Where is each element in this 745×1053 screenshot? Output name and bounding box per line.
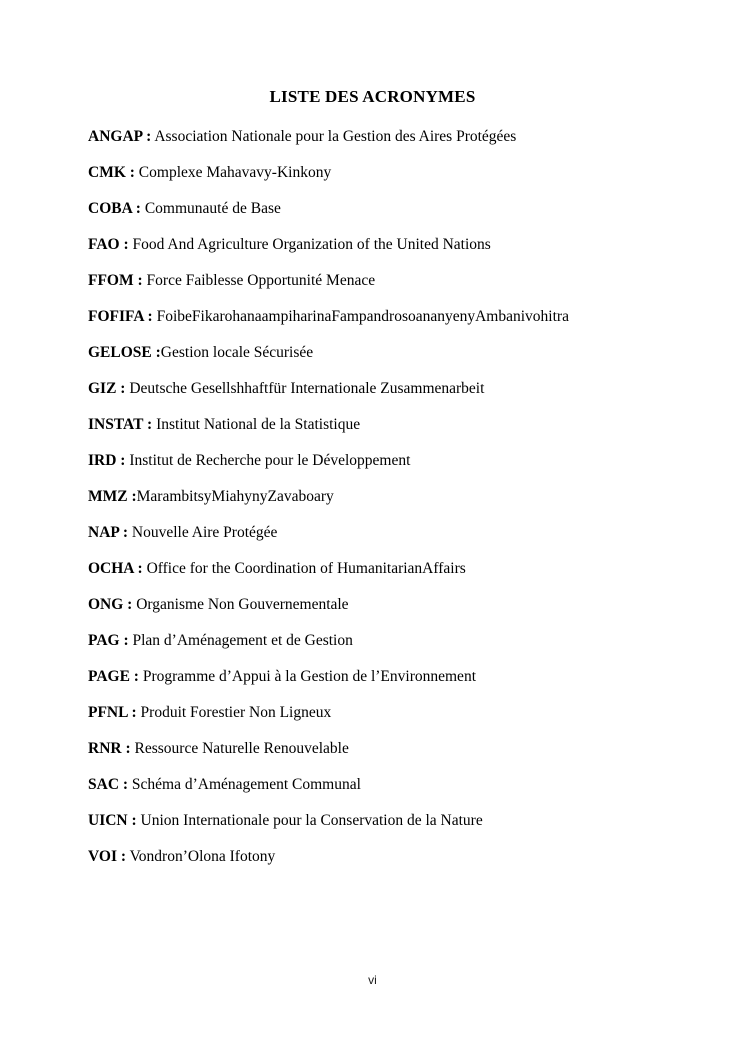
acronym-definition: Institut de Recherche pour le Développement <box>125 452 411 469</box>
acronym-label: IRD : <box>88 452 126 469</box>
acronym-label: PFNL : <box>88 704 137 721</box>
acronym-entry <box>88 631 657 651</box>
acronym-label: FOFIFA : <box>88 308 153 325</box>
acronym-entry <box>88 271 657 291</box>
acronym-label: SAC : <box>88 776 129 793</box>
acronym-definition: Institut National de la Statistique <box>152 416 361 433</box>
acronym-definition: Force Faiblesse Opportunité Menace <box>142 272 376 289</box>
acronym-definition: Schéma d’Aménagement Communal <box>128 776 361 793</box>
acronym-definition: Union Internationale pour la Conservation de la Nature <box>136 812 483 829</box>
acronym-entry <box>88 847 657 867</box>
acronym-label: CMK : <box>88 164 135 181</box>
acronym-label: RNR : <box>88 740 131 757</box>
acronym-definition: Deutsche Gesellshhaftfür Internationale Zusammenarbeit <box>125 380 485 397</box>
acronym-entry <box>88 559 657 579</box>
acronym-label: UICN : <box>88 812 137 829</box>
acronym-label: FAO : <box>88 236 129 253</box>
acronym-definition: Communauté de Base <box>140 200 281 217</box>
acronym-entry <box>88 667 657 687</box>
acronym-definition: MarambitsyMiahynyZavaboary <box>136 488 334 505</box>
acronym-label: PAGE : <box>88 668 139 685</box>
acronym-label: MMZ : <box>88 488 137 505</box>
acronym-entry <box>88 307 657 327</box>
acronym-definition: Nouvelle Aire Protégée <box>128 524 278 541</box>
acronym-definition: Produit Forestier Non Ligneux <box>136 704 332 721</box>
page-number: vi <box>368 973 377 987</box>
acronym-entry <box>88 127 657 147</box>
acronym-definition: Plan d’Aménagement et de Gestion <box>128 632 353 649</box>
acronym-definition: Association Nationale pour la Gestion des Aires Protégées <box>151 128 517 145</box>
acronym-entry <box>88 523 657 543</box>
acronym-entry <box>88 343 657 363</box>
acronym-entry <box>88 379 657 399</box>
acronym-label: ONG : <box>88 596 133 613</box>
acronym-label: ANGAP : <box>88 128 152 145</box>
acronym-entry <box>88 487 657 507</box>
acronym-entry <box>88 775 657 795</box>
acronym-entry <box>88 415 657 435</box>
acronym-definition: Vondron’Olona Ifotony <box>126 848 276 865</box>
acronym-definition: Food And Agriculture Organization of the United Nations <box>128 236 491 253</box>
acronym-label: COBA : <box>88 200 141 217</box>
acronym-definition: FoibeFikarohanaampiharinaFampandrosoananyenyAmbanivohitra <box>152 308 569 325</box>
acronym-definition: Organisme Non Gouvernementale <box>132 596 349 613</box>
acronym-definition: Ressource Naturelle Renouvelable <box>130 740 349 757</box>
acronym-label: INSTAT : <box>88 416 153 433</box>
acronym-entry <box>88 199 657 219</box>
acronym-label: VOI : <box>88 848 127 865</box>
acronym-list <box>88 127 657 867</box>
acronym-entry <box>88 451 657 471</box>
page-footer <box>0 973 745 987</box>
acronym-label: FFOM : <box>88 272 143 289</box>
acronym-entry <box>88 163 657 183</box>
acronym-label: GELOSE : <box>88 344 161 361</box>
acronym-definition: Complexe Mahavavy-Kinkony <box>134 164 332 181</box>
acronym-entry <box>88 703 657 723</box>
acronym-label: PAG : <box>88 632 129 649</box>
acronym-entry <box>88 739 657 759</box>
acronym-entry <box>88 235 657 255</box>
acronym-definition: Office for the Coordination of HumanitarianAffairs <box>142 560 466 577</box>
acronym-label: NAP : <box>88 524 129 541</box>
acronym-label: GIZ : <box>88 380 126 397</box>
acronym-definition: Programme d’Appui à la Gestion de l’Environnement <box>138 668 476 685</box>
acronym-label: OCHA : <box>88 560 143 577</box>
acronym-entry <box>88 811 657 831</box>
page-title: LISTE DES ACRONYMES <box>269 87 476 106</box>
acronym-definition: Gestion locale Sécurisée <box>160 344 314 361</box>
acronym-entry <box>88 595 657 615</box>
